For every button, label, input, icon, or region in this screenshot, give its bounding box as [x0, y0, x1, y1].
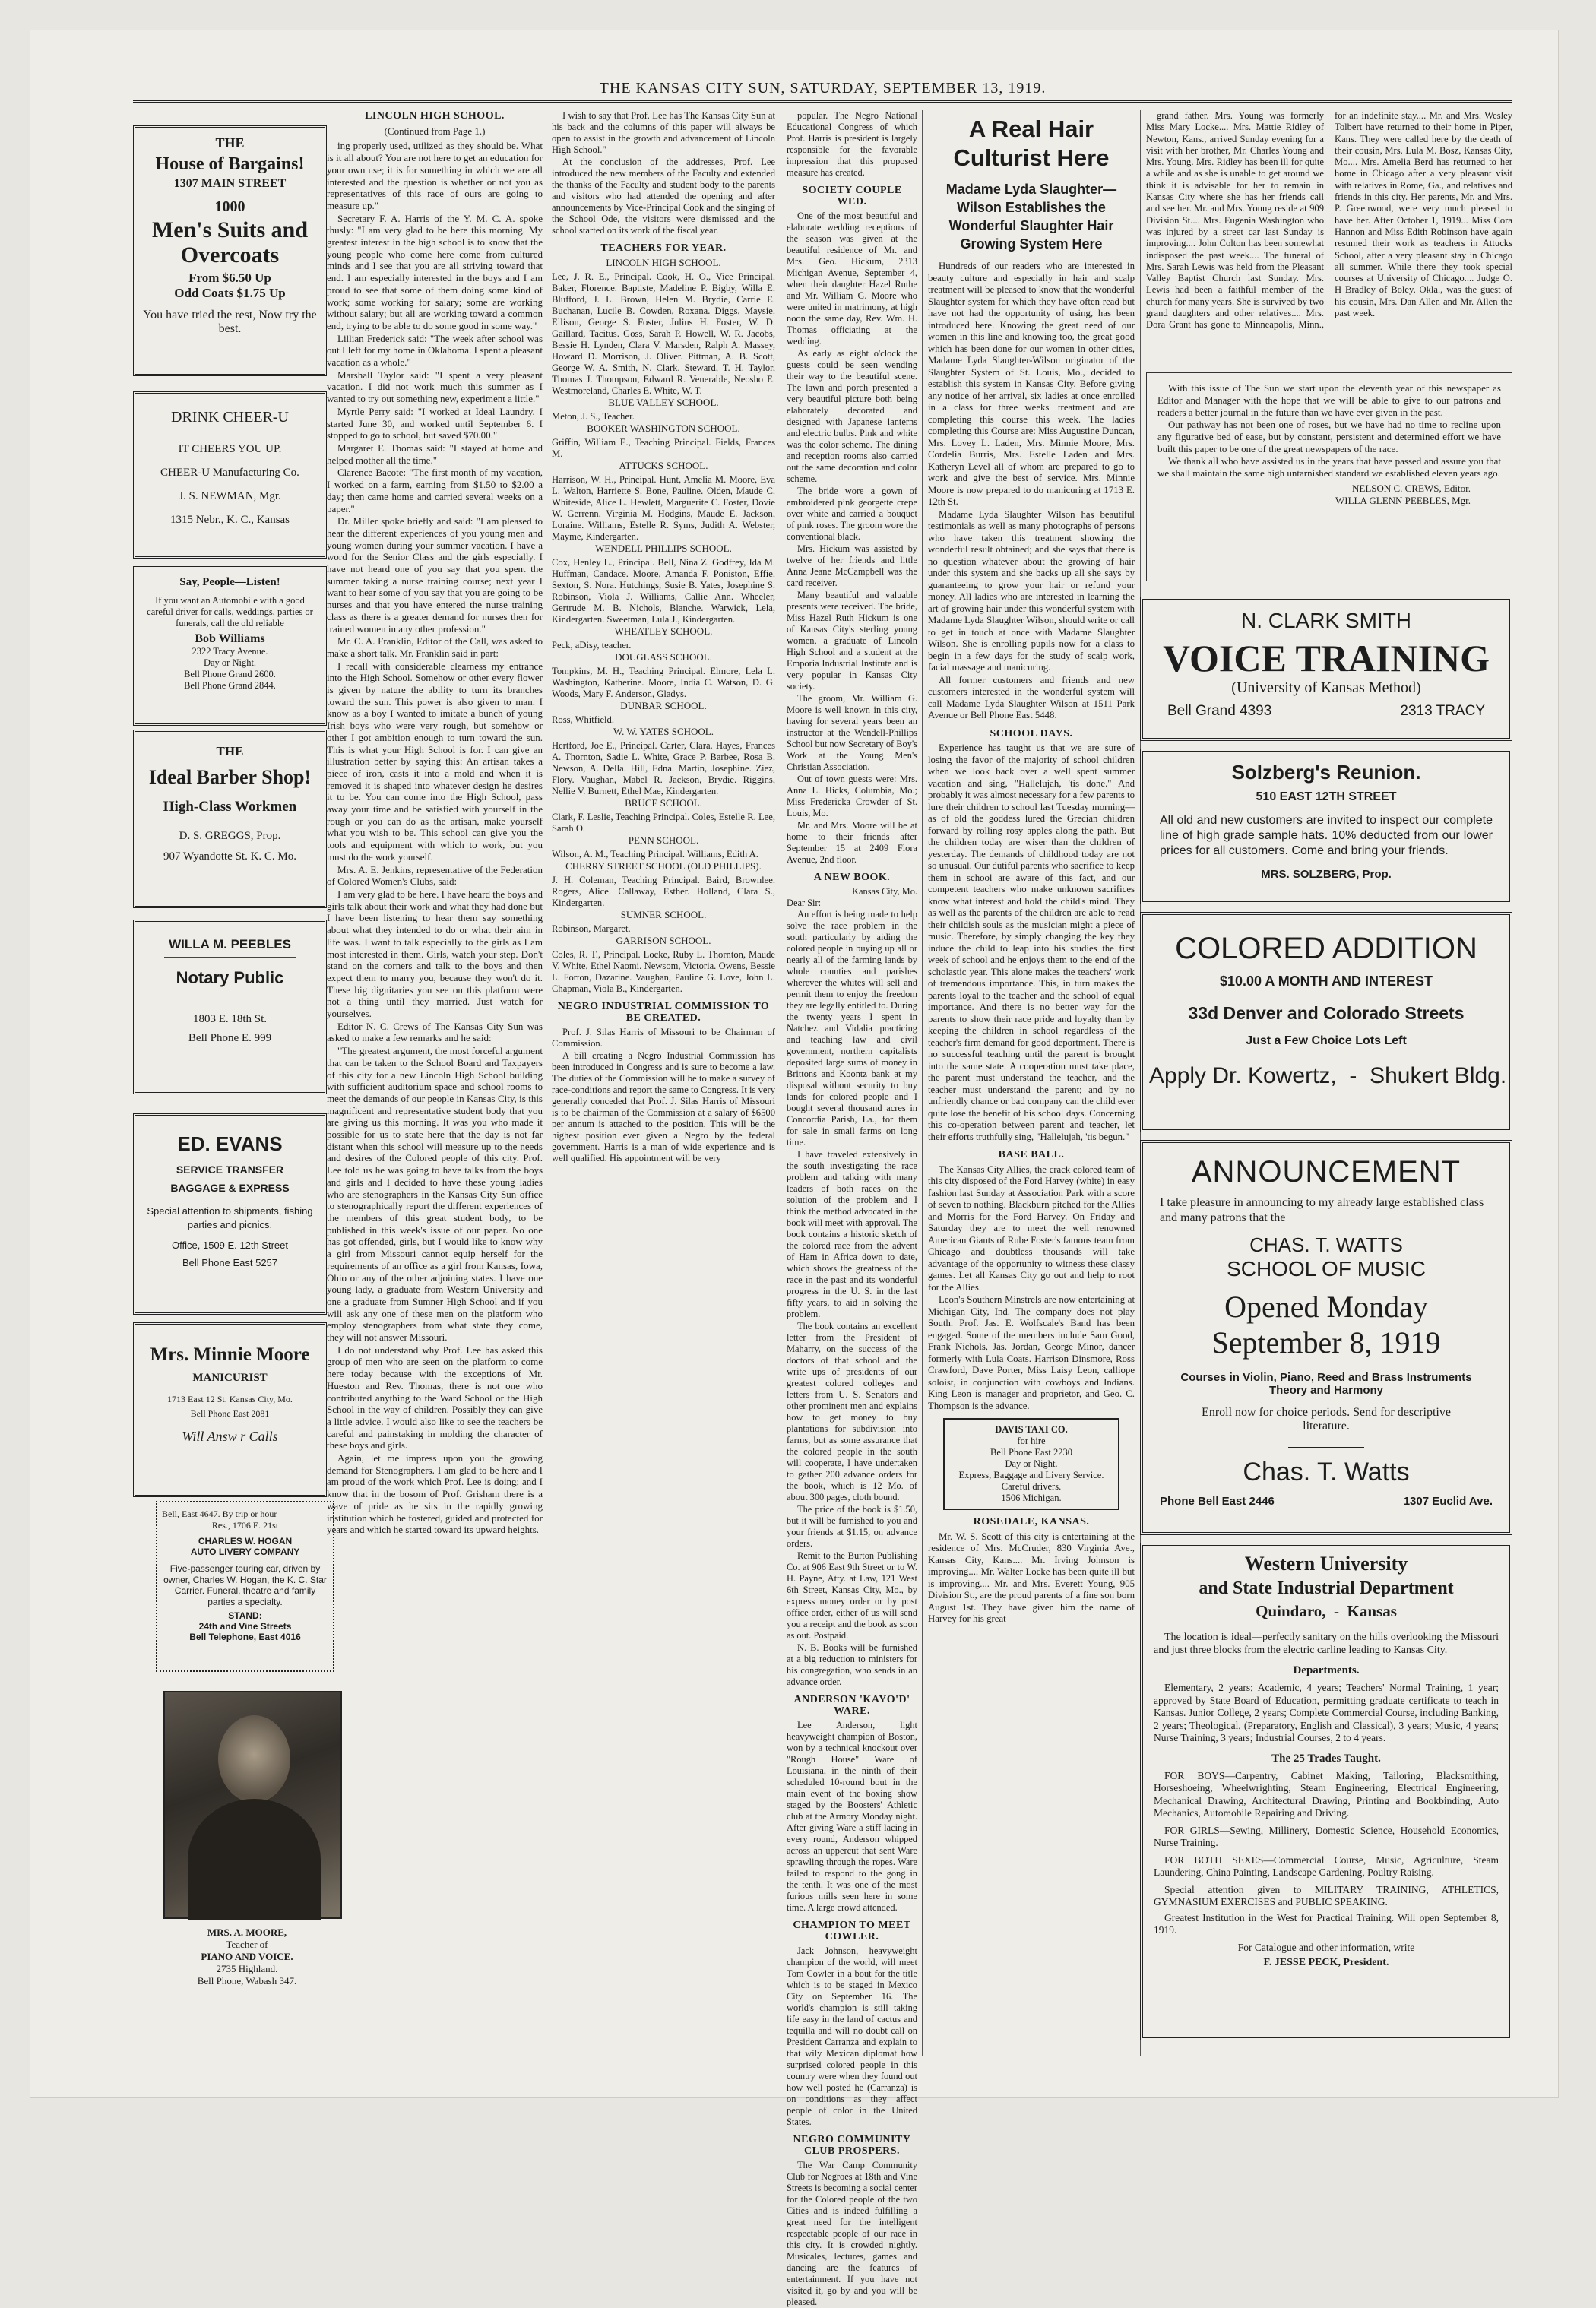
ad-text: If you want an Automobile with a good careful driver for calls, weddings, parties or funerals, call the old reliable	[147, 595, 313, 628]
ad-text: Office, 1509 E. 12th Street	[172, 1239, 288, 1251]
ad-minnie-moore	[133, 1322, 327, 1497]
ad-watts-announcement	[1140, 1140, 1512, 1535]
school-heading: W. W. YATES SCHOOL.	[613, 726, 714, 737]
ad-text: Day or Night.	[203, 657, 257, 668]
ad-text: $10.00 A MONTH AND INTEREST	[1219, 974, 1433, 989]
ad-text: and State Industrial Department	[1199, 1578, 1454, 1598]
article-headline: NEGRO INDUSTRIAL COMMISSION TO BE CREATED.	[557, 1001, 770, 1024]
paragraph: Many beautiful and valuable presents were received. The bride, Miss Hazel Ruth Hickum is one of Kansas City's sterling young women, a graduate of Lincoln High School and a student at the Emporia Industrial Institute and is very popular in Kansas City society.	[787, 590, 917, 692]
ad-title: DAVIS TAXI CO.	[995, 1424, 1068, 1435]
school-heading: WHEATLEY SCHOOL.	[614, 625, 713, 637]
ad-text: 1000	[214, 198, 245, 216]
teacher-list: Meton, J. S., Teacher.	[552, 411, 635, 422]
paragraph: The bride wore a gown of embroidered pink georgette crepe over white and carried a bouquet of pink roses. The groom wore the conventional black.	[787, 486, 917, 542]
ad-text: Greatest Institution in the West for Practical Training. Will open September 8, 1919.	[1154, 1911, 1499, 1936]
ad-voice-training	[1140, 597, 1512, 741]
ad-text: Apply Dr. Kowertz, - Shukert Bldg.	[1149, 1063, 1507, 1088]
paragraph: The price of the book is $1.50, but it will be furnished to you and your friends at $1.15, on advance orders.	[787, 1504, 917, 1549]
ad-text: for hire	[1017, 1436, 1046, 1446]
ad-cheer-u	[133, 391, 327, 559]
article-headline: A NEW BOOK.	[813, 872, 891, 883]
paragraph: Prof. J. Silas Harris of Missouri to be Chairman of Commission.	[552, 1027, 775, 1049]
ad-bob-williams	[133, 566, 327, 726]
ad-text: (University of Kansas Method)	[1231, 679, 1421, 696]
ad-text: MANICURIST	[192, 1371, 268, 1384]
paragraph: One of the most beautiful and elaborate wedding receptions of the season was given at the beautiful residence of Mr. and Mrs. Geo. Hickum, 2313 Michigan Avenue, September 4, when their daughter Hazel Ruthe and Mr. William G. Moore who were united in matrimony, at high noon the same day, Rev. Wm. H. Thomas officiating at the wedding.	[787, 211, 917, 347]
article-headline: NEGRO COMMUNITY CLUB PROSPERS.	[793, 2134, 911, 2157]
school-heading: BRUCE SCHOOL.	[625, 797, 702, 809]
paragraph: popular. The Negro National Educational Congress of which Prof. Harris is president is largely responsible for the favorable impression that this proposed measure has created.	[787, 110, 917, 178]
ad-text: From $6.50 Up	[188, 271, 271, 286]
masthead-text: THE KANSAS CITY SUN, SATURDAY, SEPTEMBER 13, 1919.	[599, 80, 1047, 97]
ad-title: WILLA M. PEEBLES	[169, 937, 291, 951]
ad-text: IT CHEERS YOU UP.	[178, 443, 282, 455]
ad-text: Five-passenger touring car, driven by owner, Charles W. Hogan, the K. C. Star Carrier. Funeral, theatre and family parties a specialty.	[163, 1563, 327, 1607]
paragraph: ing properly used, utilized as they should be. What is it all about? You are not here to get an education for your own use; it is for something in which we are all interested and the question is whether or not you as representatives of this race of ours are going to measure up."	[327, 140, 543, 211]
paragraph: Clarence Bacote: "The first month of my vacation, I worked on a farm, earning from $1.50 to $2.00 a day; then came home and carried several weeks on a paper."	[327, 467, 543, 514]
article-headline: LINCOLN HIGH SCHOOL.	[365, 110, 505, 122]
portrait-body	[188, 1799, 321, 1920]
school-heading: GARRISON SCHOOL.	[616, 935, 711, 946]
ad-headline: VOICE TRAINING	[1162, 637, 1490, 679]
ad-text: Bell, East 4647. By trip or hour	[162, 1509, 277, 1519]
ad-text: Departments.	[1293, 1664, 1360, 1677]
ad-text: STAND:	[228, 1610, 262, 1621]
ad-text: FOR GIRLS—Sewing, Millinery, Domestic Science, Household Economics, Nurse Training.	[1154, 1824, 1499, 1849]
ad-text: Phone Bell East 2446	[1160, 1495, 1275, 1508]
ad-text: THE	[215, 135, 245, 150]
ad-text: Bell Phone Grand 2600.	[184, 669, 276, 679]
ad-text: Notary Public	[176, 968, 284, 987]
article-subhead: (Continued from Page 1.)	[384, 125, 486, 137]
ad-title: Ideal Barber Shop!	[148, 766, 312, 788]
paragraph: Marshall Taylor said: "I spent a very pleasant vacation. I did not work much this summer as I wanted to try out something new, experiment a little."	[327, 369, 543, 405]
paragraph: grand father. Mrs. Young was formerly Miss Mary Locke.... Mrs. Mattie Ridley of Newton, Kans., arrived Sunday evening for a visit with her brother, Mr. Charles Young and Mrs. Young. Mrs. Ridley has been ill for quite a while and as she is unable to get around we think it is advisable for her to remain in Kansas City where she has her friends call and see her. Mr. and Mrs. Young reside at 909 Division St.... Mrs. Eugenia Washington who was injured by a street car last Sunday is improving.... John Colton has been somewhat indisposed the past week.... The funeral of Mrs. Sarah Lewis was held from the Pleasant Valley Baptist Church last Sunday. Mrs. Lewis had been a faithful member of the church for many years. She is survived by two grand daughters and other relatives.... Mrs. Dora Grant has gone to Minneapolis, Minn., for an indefinite stay.... Mr. and Mrs. Wesley Tolbert have returned to their home in Piper, Kans. They were called here by the death of their cousin, Mrs. Lula M. Bosz, Kansas City, Mo.... Mrs. Amelia Berd has returned to her home in Chicago after a very pleasant visit with relatives in Rome, Ga., and relatives and friends in this city. Her parents, Mr. and Mrs. P. Greenwood, were very much pleased to have her. After October 1, 1919... Miss Cora Hannon and Miss Edith Robinson have again resumed their work as teachers in Attucks School, after a very pleasant stay in Chicago all summer. While there they took special courses at University of Chicago.... Judge O. H Bradley of Boley, Okla., was the guest of his cousin, Mrs. Dan Allen and Mr. Allen the past week.	[1146, 110, 1512, 331]
paragraph: I have traveled extensively in the south investigating the race problem and talking with many leaders of both races on the solution of the problem and I think the method advocated in the book will meet with approval. The book contains a historic sketch of the colored race from the advent of Ham in Africa down to date, which shows the greatness of the race in the past and its wonderful progress in the U. S. in the last fifty years, to aid in solving the problem.	[787, 1149, 917, 1319]
school-heading: PENN SCHOOL.	[628, 834, 699, 846]
ad-text: CHAS. T. WATTS	[1249, 1233, 1403, 1256]
teacher-list: Griffin, William E., Teaching Principal. Fields, Frances M.	[552, 437, 775, 459]
ad-text: 1307 MAIN STREET	[173, 177, 287, 191]
ad-headline: September 8, 1919	[1211, 1325, 1441, 1360]
ad-text: 1307 Euclid Ave.	[1403, 1495, 1493, 1508]
teacher-list: Wilson, A. M., Teaching Principal. Williams, Edith A.	[552, 849, 758, 860]
ad-text: MRS. SOLZBERG, Prop.	[1261, 868, 1392, 881]
paragraph: N. B. Books will be furnished at a big reduction to ministers for his congregation, who sends in an advance order.	[787, 1642, 917, 1687]
ad-text: Special attention given to MILITARY TRAINING, ATHLETICS, GYMNASIUM EXERCISES and PUBLIC SPEAKING.	[1154, 1883, 1499, 1908]
ad-text: High-Class Workmen	[163, 798, 297, 815]
ad-title: Western University	[1244, 1553, 1408, 1575]
ad-text: 1713 East 12 St. Kansas City, Mo.	[167, 1393, 293, 1404]
ad-title: Solzberg's Reunion.	[1231, 761, 1421, 784]
notice-editorial	[1146, 372, 1512, 581]
article-headline: A Real Hair Culturist Here	[953, 116, 1110, 171]
teacher-list: Peck, aDisy, teacher.	[552, 640, 632, 651]
paragraph: Mr. and Mrs. Moore will be at home to their friends after September 15 at 2409 Flora Avenue, 2nd floor.	[787, 820, 917, 865]
ad-text: Will Answ r Calls	[182, 1428, 278, 1444]
teacher-list: Hertford, Joe E., Principal. Carter, Clara. Hayes, Frances A. Thornton, Sadie L. White, Grace P. Barbee, Rosa B. Newson, A. Della. Hill, Edna. Martin, Josephine. Ziez, Flory. Vaughan, Mabel R. Jackson, Brydie. Riggins, Nellie V. Burnett, Ethel Mae, Kindergarten.	[552, 740, 775, 796]
ad-solzberg-reunion	[1140, 749, 1512, 904]
paragraph: The book contains an excellent letter from the President of Maharry, on the success of the doctors of that school and the write ups of presidents of our greatest colored colleges and letters from U. S. Senators and other prominent men and explains how to get money to buy plantations for subdivision into farms, but as some assurance that the colored people in the south will cooperate, I have undertaken to gather 200 advance orders for the book, which is 12 Mo. of about 300 pages, cloth bound.	[787, 1321, 917, 1502]
ad-text: PIANO AND VOICE.	[201, 1951, 293, 1962]
ad-text: 1803 E. 18th St.	[192, 1013, 268, 1025]
ad-text: Odd Coats $1.75 Up	[174, 286, 286, 301]
portrait-photo	[163, 1691, 342, 1919]
ad-text: Bob Williams	[195, 632, 265, 645]
ad-title: House of Bargains!	[155, 154, 305, 174]
ad-text: Special attention to shipments, fishing parties and picnics.	[147, 1205, 313, 1230]
school-heading: BOOKER WASHINGTON SCHOOL.	[587, 423, 740, 434]
article-headline: ANDERSON 'KAYO'D' WARE.	[793, 1694, 910, 1717]
school-heading: LINCOLN HIGH SCHOOL.	[606, 257, 721, 268]
ad-text: Elementary, 2 years; Academic, 4 years; Teachers' Normal Training, 1 year; approved by State Board of Education, permitting graduate certificate to teach in Kansas. Junior College, 2 years; Complete Commercial Course, including Banking, 2 years; Theological, (Preparatory, English and Classical), 3 years; Music, 4 years; Nurse Training, 3 years; Industrial Courses, 2 to 4 years.	[1154, 1682, 1499, 1744]
ad-text: Day or Night.	[1005, 1458, 1058, 1469]
school-heading: SUMNER SCHOOL.	[620, 909, 707, 920]
school-heading: DOUGLASS SCHOOL.	[615, 651, 712, 663]
article-headline: ROSEDALE, KANSAS.	[973, 1516, 1090, 1528]
ad-text: Bell Phone E. 999	[188, 1032, 272, 1044]
ad-davis-taxi	[943, 1418, 1119, 1510]
ad-text: FOR BOTH SEXES—Commercial Course, Music, Agriculture, Steam Laundering, China Painting, Landscape Gardening, Poultry Raising.	[1154, 1854, 1499, 1879]
ad-text: THE	[216, 744, 244, 758]
teacher-list: Clark, F. Leslie, Teaching Principal. Coles, Estelle R. Lee, Sarah O.	[552, 812, 775, 834]
ad-text: Bell Telephone, East 4016	[189, 1632, 301, 1642]
ad-text: FOR BOYS—Carpentry, Cabinet Making, Tailoring, Blacksmithing, Horseshoeing, Wheelwrighting, Steam Engineering, Electrical Engineering, Mechanical Drawing, Architectural Drawing, Printing and Bookbinding, Auto Mechanics, Automobile Repairing and Driving.	[1154, 1769, 1499, 1819]
school-heading: CHERRY STREET SCHOOL (OLD PHILLIPS).	[565, 860, 762, 872]
paragraph: Again, let me impress upon you the growing demand for Stenographers. I am glad to be here and I am proud of the work which Prof. Lee is doing; and I know that in the bosom of Prof. Grisham there is a wave of pride as he sits in the rapidly growing institution which he fostered, guided and protected for years and which he started toward its upward heights.	[327, 1452, 543, 1536]
school-heading: ATTUCKS SCHOOL.	[619, 460, 708, 471]
ad-house-of-bargains	[133, 125, 327, 376]
paragraph: Mr. C. A. Franklin, Editor of the Call, was asked to make a short talk. Mr. Franklin said in part:	[327, 635, 543, 659]
ad-text: Enroll now for choice periods. Send for descriptive literature.	[1202, 1406, 1451, 1433]
ad-text: The 25 Trades Taught.	[1271, 1752, 1381, 1765]
ad-western-university	[1140, 1543, 1512, 2040]
ad-title: N. CLARK SMITH	[1240, 609, 1412, 632]
ad-ideal-barber-shop	[133, 730, 327, 908]
teacher-list: Tompkins, M. H., Teaching Principal. Elmore, Lela L. Washington, Katherine. Moore, India C. Watson, D. G. Woods, Mary F. Anderson, Gladys.	[552, 666, 775, 699]
article-headline: TEACHERS FOR YEAR.	[600, 242, 727, 254]
ad-title: ANNOUNCEMENT	[1191, 1155, 1461, 1189]
ad-text: 2313 TRACY	[1400, 703, 1485, 719]
paragraph: Remit to the Burton Publishing Co. at 906 East 9th Street or to W. H. Payne, Atty. at Law, 121 West 6th Street, Kansas City, Mo., by express money order or by post office order, either of us will send you a receipt and the book as soon as out. Postpaid.	[787, 1550, 917, 1641]
ad-ed-evans	[133, 1113, 327, 1315]
ad-title: Say, People—Listen!	[179, 576, 280, 588]
teacher-list: Ross, Whitfield.	[552, 714, 614, 725]
paragraph: Dr. Miller spoke briefly and said: "I am pleased to hear the different experiences of you young men and young women during your summer vacation. I have a word for the Senior Class and the girls especially. I have not heard one of you say that you spent the summer taking a nurse training course; next year I want to hear some of you say that you are going to be nurses and that you have entered the nurse training class as there is a greater demand for nurses then for trained women in any other profession."	[327, 515, 543, 635]
paragraph: I recall with considerable clearness my entrance into the High School. Somehow or other every flower is given by nature the ability to turn its branches toward the sun. This power is also given to man. I know as a boy I wanted to imitate a bunch of young Irish boys who were very rough, but somehow or other I got ambition enough to turn toward the sun. This is what your High School is for. I can give an illustration better by saying this: An artisan takes a piece of iron, casts it into a mold and when it is removed it is shaped into whatever design he desires it to be. You can come into the High School, pass away your time and be satisfied with yourself in the rough or you can do as the artisan, make yourself what you wish to be. This school can give you the tools and equipment with which to work, but you must do the work yourself.	[327, 660, 543, 863]
paragraph: Mr. W. S. Scott of this city is entertaining at the residence of Mrs. McCruder, 830 Virginia Ave., Kansas City, Kans.... Mr. Irving Johnson is improving.... Mr. Walter Locke has been quite ill but is improving.... Mr. and Mrs. Everett Young, 905 Division St., are the proud parents of a fine son born August 1st. They have given him the name of Harvey for his great	[928, 1531, 1135, 1624]
ad-text: SCHOOL OF MUSIC	[1227, 1257, 1426, 1281]
teacher-list: Lee, J. R. E., Principal. Cook, H. O., Vice Principal. Baker, Florence. Baptiste, Madeline P. Bigby, Willa E. Blufford, J. L. Brown, Helen M. Brydie, Carrie E. Buchanan, Lucile B. Cowden, Roxana. Diggs, Maysie. Ellison, George S. Foster, Julius H. Foster, W. D. Gaillard, Tacitus. Goss, Sarah P. Howell, W. R. Jacobs, Bessie H. Lynden, Clara V. Marsden, Ralph A. Massey, Howard D. Morrison, J. Oliver. Pittman, A. B. Scott, George W. A. Smith, N. Clark. Steward, T. H. Taylor, Thomas J. Thompson, Edward R. Venerable, Neosho E. Westmoreland, Charles E. White, W. T.	[552, 271, 775, 396]
ad-text: Express, Baggage and Livery Service. Careful drivers.	[958, 1470, 1104, 1492]
school-heading: WENDELL PHILLIPS SCHOOL.	[595, 543, 732, 554]
paragraph: I do not understand why Prof. Lee has asked this group of men who are seen on the platform to come here today because with the exceptions of Mr. Hueston and Rev. Thomas, there is not one who contributed anything to the Ward School or the High School in the way of children. Possibly they can give a little advice. I would also like to see the teachers be careful and painstaking in molding the character of these boys and girls.	[327, 1344, 543, 1452]
ad-title: MRS. A. MOORE,	[207, 1926, 287, 1938]
paragraph: The Kansas City Allies, the crack colored team of this city disposed of the Ford Harvey (white) in easy fashion last Sunday at Association Park with a score of seven to nothing. Blackburn pitched for the Allies and Morris for the Ford Harvey. On Friday and Saturday they are to meet the well renowned American Giants of Rube Foster's famous team from Chicago and doubtless thousands will take advantage of the opportunity to witness these classy games. Let all Kansas City go out and help to root for the Allies.	[928, 1163, 1135, 1293]
ad-text: Bell Phone East 2081	[190, 1407, 270, 1419]
ad-hogan-auto-livery	[156, 1501, 334, 1672]
ad-title: Mrs. Minnie Moore	[150, 1344, 310, 1365]
paragraph: Mrs. A. E. Jenkins, representative of the Federation of Colored Women's Clubs, said:	[327, 863, 543, 888]
paragraph: The groom, Mr. William G. Moore is well known in this city, having for several years been an instructor at the Wendell-Phillips School but now Secretary of Boy's Work at the Young Men's Christian Association.	[787, 693, 917, 772]
ad-headline: Men's Suits and Overcoats	[151, 217, 309, 268]
article-headline: SOCIETY COUPLE WED.	[802, 185, 902, 207]
ad-a-moore	[156, 1926, 338, 1987]
column-rule	[922, 110, 923, 2056]
ad-colored-addition	[1140, 912, 1512, 1132]
signature: NELSON C. CREWS, Editor.	[1351, 483, 1471, 494]
ad-text: 2322 Tracy Avenue.	[192, 646, 268, 657]
ad-text: Teacher of	[226, 1939, 268, 1950]
dateline: Kansas City, Mo.	[852, 886, 917, 897]
ad-text: 2735 Highland.	[216, 1963, 278, 1974]
article-teachers-for-year	[552, 110, 775, 2056]
paragraph: The War Camp Community Club for Negroes at 18th and Vine Streets is becoming a social center for the Colored people of the two Cities and is indeed fulfilling a great need for the intelligent respectable people of our race in this city. It is crowded nightly. Musicales, lectures, games and dancing are the features of entertainment. If you have not visited it, go by and you will be pleased.	[787, 2160, 917, 2307]
paragraph: At the conclusion of the addresses, Prof. Lee introduced the new members of the Faculty and extended the thanks of the Faculty and student body to the parents and visitors who had attended the opening and after announcements by Vice-Principal Cook and the singing of the School Ode, the visitors were dismissed and the school started on its work of the fiscal year.	[552, 157, 775, 236]
teacher-list: J. H. Coleman, Teaching Principal. Baird, Brownlee. Rogers, Alice. Callaway, Esther. Holland, Clara S., Kindergarten.	[552, 875, 775, 908]
paragraph: A bill creating a Negro Industrial Commission has been introduced in Congress and is sure to become a law. The duties of the Commission will be to make a survey of race-conditions and report the same to Congress. It is very generally conceded that Prof. J. Silas Harris of Missouri is to be chairman of the Commission at a salary of $6500 per annum is attached to the position. This will be the highest position ever given a Negro by the federal government. Harris is a man of wide experience and is well qualified. His appointment will be very	[552, 1050, 775, 1163]
paragraph: As early as eight o'clock the guests could be seen wending their way to the beautiful scene. The lawn and porch presented a very beautiful picture both being elaborately decorated and designed with Japanese lanterns and electric bulbs. Pink and white was the color scheme. The dining and reception rooms also carried out the same decoration and color scheme.	[787, 348, 917, 484]
ad-text: 510 EAST 12TH STREET	[1256, 790, 1397, 803]
masthead	[133, 80, 1512, 103]
school-heading: BLUE VALLEY SCHOOL.	[608, 397, 719, 408]
teacher-list: Cox, Henley L., Principal. Bell, Nina Z. Godfrey, Ida M. Huffman, Candace. Moore, Amanda F. Poniston, Effie. Sexton, S. Nora. Hutchings, Susie B. Yates, Josephine S. Robinson, Viola J. Williams, Callie Ann. Wheeler, Gertrude M. B. Nichols, Blanche. Warwick, Lela, Kindergarten. Sweetman, Lula J., Kindergarten.	[552, 557, 775, 625]
ad-title: COLORED ADDITION	[1175, 932, 1477, 965]
paragraph: Myrtle Perry said: "I worked at Ideal Laundry. I started June 30, and worked until September 6. I stopped to go to school, but saved $70.00."	[327, 405, 543, 442]
paragraph: Jack Johnson, heavyweight champion of the world, will meet Tom Cowler in a bout for the title which is to be staged in Mexico City on September 16. The world's champion is still taking life easy in the land of cactus and tequilla and will no doubt call on President Carranza and explain to that wily Mexican diplomat how surprised colored people in this country were when they found out how well posted he (Carranza) is on conditions as they affect people of color in the United States.	[787, 1945, 917, 2127]
ad-headline: Opened Monday	[1224, 1290, 1428, 1324]
paragraph: I am very glad to be here. I have heard the boys and girls talk about their work and what they had done but I have been listening to hear them say something about what they intended to do or what their aim in life was. I want to talk especially to the girls as I am most interested in them. Girls, watch your step. Don't stand on the corners and talk to the boys and then expect them to marry you, because they won't do it. These big dignitaries you see on this platform were not a thing until they married. Just watch for yourselves.	[327, 888, 543, 1020]
ad-text: Bell Grand 4393	[1167, 703, 1272, 719]
paragraph: Secretary F. A. Harris of the Y. M. C. A. spoke thusly: "I am very glad to be here this morning. My greatest interest in the high school is to know that the young people who come here come from cultured minds and I see that you are all striving toward that end. I am especially interested in the boys and I am proud to see that some of them doing some kind of work; some working for salary; some are working without salary; but all are working toward a common end, trying to be able to do some good in some way."	[327, 212, 543, 331]
ad-title: DRINK CHEER-U	[171, 409, 289, 426]
school-heading: DUNBAR SCHOOL.	[620, 700, 707, 711]
ad-text: All old and new customers are invited to inspect our complete line of high grade sample hats. 10% deducted from our lower prices for all customers. Come and bring your friends.	[1160, 814, 1493, 857]
ad-text: D. S. GREGGS, Prop.	[179, 830, 281, 843]
ad-text: I take pleasure in announcing to my already large established class and many patrons that the	[1160, 1196, 1484, 1224]
paragraph: We thank all who have assisted us in the years that have passed and assure you that we shall maintain the same high untarnished standard we established eleven years ago.	[1157, 455, 1501, 479]
paragraph: "The greatest argument, the most forceful argument that can be taken to the School Board and Taxpayers of this city for a new Lincoln High School building with sufficient auditorium space and school rooms to meet the demands of our people in Kansas City, is this magnificent and representative student body that you are giving us this morning. It was you who made it possible for us to state here that the day is not far distant when this school will measure up to the needs and desires of the Colored people of this city. Prof. Lee told us he was going to have talks from the boys and girls and I decided to have these young ladies who are stenographers in the Kansas City Sun office to stenographically report the different experiences of the members of this great student body, to be published in this week's issue of our paper. No one has got offended, girls, but I would like to know why a girl from Missouri cannot equip herself for the requirements of an office as a girl from Kansas, Iowa, Ohio or any of the other adjoining states. I have one young lady, a graduate from Western University and one a graduate from Sumner High School and if you will ask any one of these men on the platform who employ stenographers from what state they come, they will not answer Missouri.	[327, 1045, 543, 1344]
ad-title: CHARLES W. HOGAN	[198, 1536, 293, 1547]
signature: WILLA GLENN PEEBLES, Mgr.	[1335, 495, 1471, 506]
article-subhead: Madame Lyda Slaughter—Wilson Establishes the Wonderful Slaughter Hair Growing System Here	[945, 182, 1117, 252]
paragraph: Lillian Frederick said: "The week after school was out I left for my home in Oklahoma. I spent a pleasant vacation as a whole."	[327, 332, 543, 369]
ad-text: Courses in Violin, Piano, Reed and Brass Instruments	[1180, 1371, 1472, 1384]
ad-text: For Catalogue and other information, write	[1237, 1941, 1415, 1953]
teacher-list: Robinson, Margaret.	[552, 923, 631, 934]
ad-text: Quindaro, - Kansas	[1256, 1601, 1397, 1620]
ad-text: Chas. T. Watts	[1243, 1458, 1410, 1486]
ad-text: Bell Phone Grand 2844.	[184, 680, 276, 691]
ad-text: 907 Wyandotte St. K. C. Mo.	[163, 850, 297, 863]
ad-text: Bell Phone, Wabash 347.	[197, 1975, 297, 1987]
paragraph: I wish to say that Prof. Lee has The Kansas City Sun at his back and the columns of this paper will always be open to assist in the growth and advancement of Lincoln High School."	[552, 110, 775, 155]
column-hair-culturist	[928, 110, 1135, 2056]
article-headline: BASE BALL.	[998, 1149, 1065, 1160]
ad-text: SERVICE TRANSFER	[176, 1163, 284, 1176]
ad-text: Bell Phone East 5257	[182, 1257, 278, 1268]
portrait-face	[218, 1715, 290, 1803]
article-headline: CHAMPION TO MEET COWLER.	[793, 1920, 911, 1942]
ad-text: Theory and Harmony	[1268, 1384, 1384, 1397]
paragraph: Mrs. Hickum was assisted by twelve of her friends and little Anna Jeane McCampbell was the card receiver.	[787, 543, 917, 588]
ad-text: 1315 Nebr., K. C., Kansas	[169, 514, 290, 526]
article-headline: SCHOOL DAYS.	[990, 727, 1073, 739]
paragraph: Out of town guests were: Mrs. Anna L. Hicks, Columbia, Mo.; Miss Fredericka Crowder of St. Louis, Mo.	[787, 774, 917, 818]
ad-text: 33d Denver and Colorado Streets	[1188, 1003, 1465, 1023]
paragraph: Margaret E. Thomas said: "I stayed at home and helped mother all the time."	[327, 442, 543, 466]
article-lincoln-high-school	[327, 110, 543, 2056]
ad-text: Bell Phone East 2230	[990, 1447, 1072, 1458]
ad-text: CHEER-U Manufacturing Co.	[160, 467, 299, 479]
paragraph: Experience has taught us that we are sure of losing the favor of the majority of school children when we look back over a well spent summer vacation and sing, "Hallelujah, 'tis done." And probably it was almost necessary for a few parents to lure their children to school last Tuesday morning—as of old the goddess lured the Grecian children forward by rolling rosy apples along the path. But the children today are wiser than the children of yesterday. The demands of childhood today are not so unusual. Our dutiful parents who sacrifice to keep them in school are aware of this fact, and our competent teachers who make unknown sacrifices know what interest and hold the child's mind. They as well as the parents of the children are able to read their childish souls as the musician might a piece of music. Therefore, by simply changing the key they induce the child to leap into his studies the first week of school and he enjoys them to the end of the scholastic year. This alone makes the teachers' work of tremendous importance. This, in turn makes the parents loyal to the teacher and the school of equal importance. And there is no better way for the parents to show their race pride and loyalty than by keeping the children in school regardless of the teacher's firm demand for good deportment. There is no successful teaching until the parent is brought into the same state. A cooperation must take place, the parent must understand the teacher, and the teacher must understand the parent; and by no unfriendly chance or bad company can the child ever quite lose the benefit of his school days. Concerning this co-operation between parent and teacher, let their efforts truthfully sing, "Hallelujah, 'tis begun."	[928, 742, 1135, 1142]
paragraph: All former customers and friends and new customers interested in the wonderful system will call Madame Lyda Slaughter Wilson at 1511 Park Avenue or Bell Phone East 5448.	[928, 674, 1135, 720]
paragraph: Leon's Southern Minstrels are now entertaining at Michigan City, Ind. The company does not play South. Prof. Jas. E. Wolfscale's Band has been engaged. Some of the members include Sam Good, Frank Nichols, Jas. Jordan, George Minor, dancer formerly with Lula Coats. Harrison Dinsmore, Ross Crawford, Dave Porter, Miss Laisy Leon, calliope soloist, in conjunction with cowboys and Indians. King Leon is manager and proprietor, and Geo. C. Thompson is the advance.	[928, 1294, 1135, 1411]
ad-notary-public	[133, 920, 327, 1094]
teacher-list: Harrison, W. H., Principal. Hunt, Amelia M. Moore, Eva L. Walton, Harriette S. Bone, Pauline. Olden, Maude C. Whiteside, Alice L. Hewlett, Marguerite C. Foster, Dovie W. Gerrenn, Virginia M. Hodgins, Maude E. Jackson, Loraine. Williams, Estelle R. Syms, Judith A. Webster, Mayme, Kindergarten.	[552, 474, 775, 542]
paragraph: Madame Lyda Slaughter Wilson has beautiful testimonials as well as many photographs of persons who have taken this treatment showing the wonderful result obtained; and she says that there is no question whatever about the growing of hair under this system and she backs up all she says by guaranteeing to grow your hair or refund your money. All ladies who are interested in learning the art of growing hair under this wonderful system with Madame Lyda Slaughter Wilson, should write or call to get in touch at once with Madame Slaughter Wilson. She is enrolling pupils now for a class to begin in a few days for the study of scalp work, facial massage and manicuring.	[928, 508, 1135, 673]
paragraph: Editor N. C. Crews of The Kansas City Sun was asked to make a few remarks and he said:	[327, 1020, 543, 1044]
ad-text: The location is ideal—perfectly sanitary on the hills overlooking the Missouri and just three blocks from the electric carline leading to Kansas City.	[1154, 1632, 1499, 1657]
paragraph: Lee Anderson, light heavyweight champion of Boston, won by a technical knockout over "Rough House" Ware of Louisiana, in the ninth of their scheduled 10-round bout in the main event of the boxing show staged by the Boosters' Athletic club at the Armory Monday night. After giving Ware a stiff lacing in every round, Anderson whipped across an uppercut that sent Ware sprawling through the ropes. Ware failed to respond to the gong in the tenth. It was one of the most furious mills seen here in some time. A large crowd attended.	[787, 1720, 917, 1913]
ad-text: J. S. NEWMAN, Mgr.	[179, 490, 281, 502]
ad-text: Just a Few Choice Lots Left	[1246, 1034, 1407, 1047]
ad-text: 1506 Michigan.	[1001, 1493, 1062, 1503]
column-local-news	[1146, 110, 1512, 361]
salutation: Dear Sir:	[787, 898, 822, 908]
ad-text: 24th and Vine Streets	[198, 1621, 292, 1632]
ad-text: You have tried the rest, Now try the best.	[143, 309, 317, 336]
ad-text: AUTO LIVERY COMPANY	[190, 1547, 300, 1557]
ad-text: F. JESSE PECK, President.	[1263, 1956, 1389, 1968]
ad-title: ED. EVANS	[177, 1132, 283, 1155]
paragraph: Our pathway has not been one of roses, but we have had no time to recline upon any figurative bed of ease, but by constant, persistent and determined effort we have built this paper to be one of the great newspapers of the race.	[1157, 419, 1501, 454]
paragraph: With this issue of The Sun we start upon the eleventh year of this newspaper as Editor and Manager with the hope that we will be able to give to our patrons and readers a better journal in the future than we have ever given in the past.	[1157, 382, 1501, 418]
paragraph: An effort is being made to help solve the race problem in the south particularly by aiding the colored people in buying up all or nearly all of the farming lands by whole counties and parishes wherever the whites will sell and permit them to enjoy the freedom they are legally entitled to. During the twenty years I spent in Natchez and Vidalia practicing and teaching law and civil government, northern capitalists deposited large sums of money in Brittons and Koontz bank at my disposal without security to buy lands for colored people and I bought several thousand acres in Concordia Parish, La., for them for sale in small farms on long time.	[787, 909, 917, 1148]
ad-text: Res., 1706 E. 21st	[211, 1520, 279, 1531]
ad-text: BAGGAGE & EXPRESS	[170, 1182, 290, 1194]
paragraph: Hundreds of our readers who are interested in beauty culture and especially in hair and scalp treatment will be pleased to know that the wonderful Slaughter system for which they have often read but have not had the opportunity of using, has been introduced here. Knowing the great need of our women in this line and knowing too, the great good which has been done for our women in other cities, Madame Lyda Slaughter-Wilson originator of the Slaughter System of St. Louis, Mo., decided to establish this system in Kansas City. Before giving any notice of her arrival, six ladies at once enrolled in a class for three weeks' treatment and are completing this course this week. The ladies completing this Course are: Miss Augustine Duncan, Mrs. Lovey L. Laden, Mrs. Minnie Moore, Mrs. Cordelia Burris, Mrs. Estelle Laden and Mrs. Katheryn Level all of whom are prepared to go to work and give the best of service. Mrs. Minnie Moore is now prepared to do manicuring at 1713 E. 12th St.	[928, 261, 1135, 507]
column-society-news	[787, 110, 917, 2307]
teacher-list: Coles, R. T., Principal. Locke, Ruby L. Thornton, Maude V. White, Ethel Naomi. Newsom, Victoria. Owens, Bessie L. Forton, Dazarine. Vaughan, Pauline G. Love, John L. Chapman, Viola B., Kindergarten.	[552, 949, 775, 994]
